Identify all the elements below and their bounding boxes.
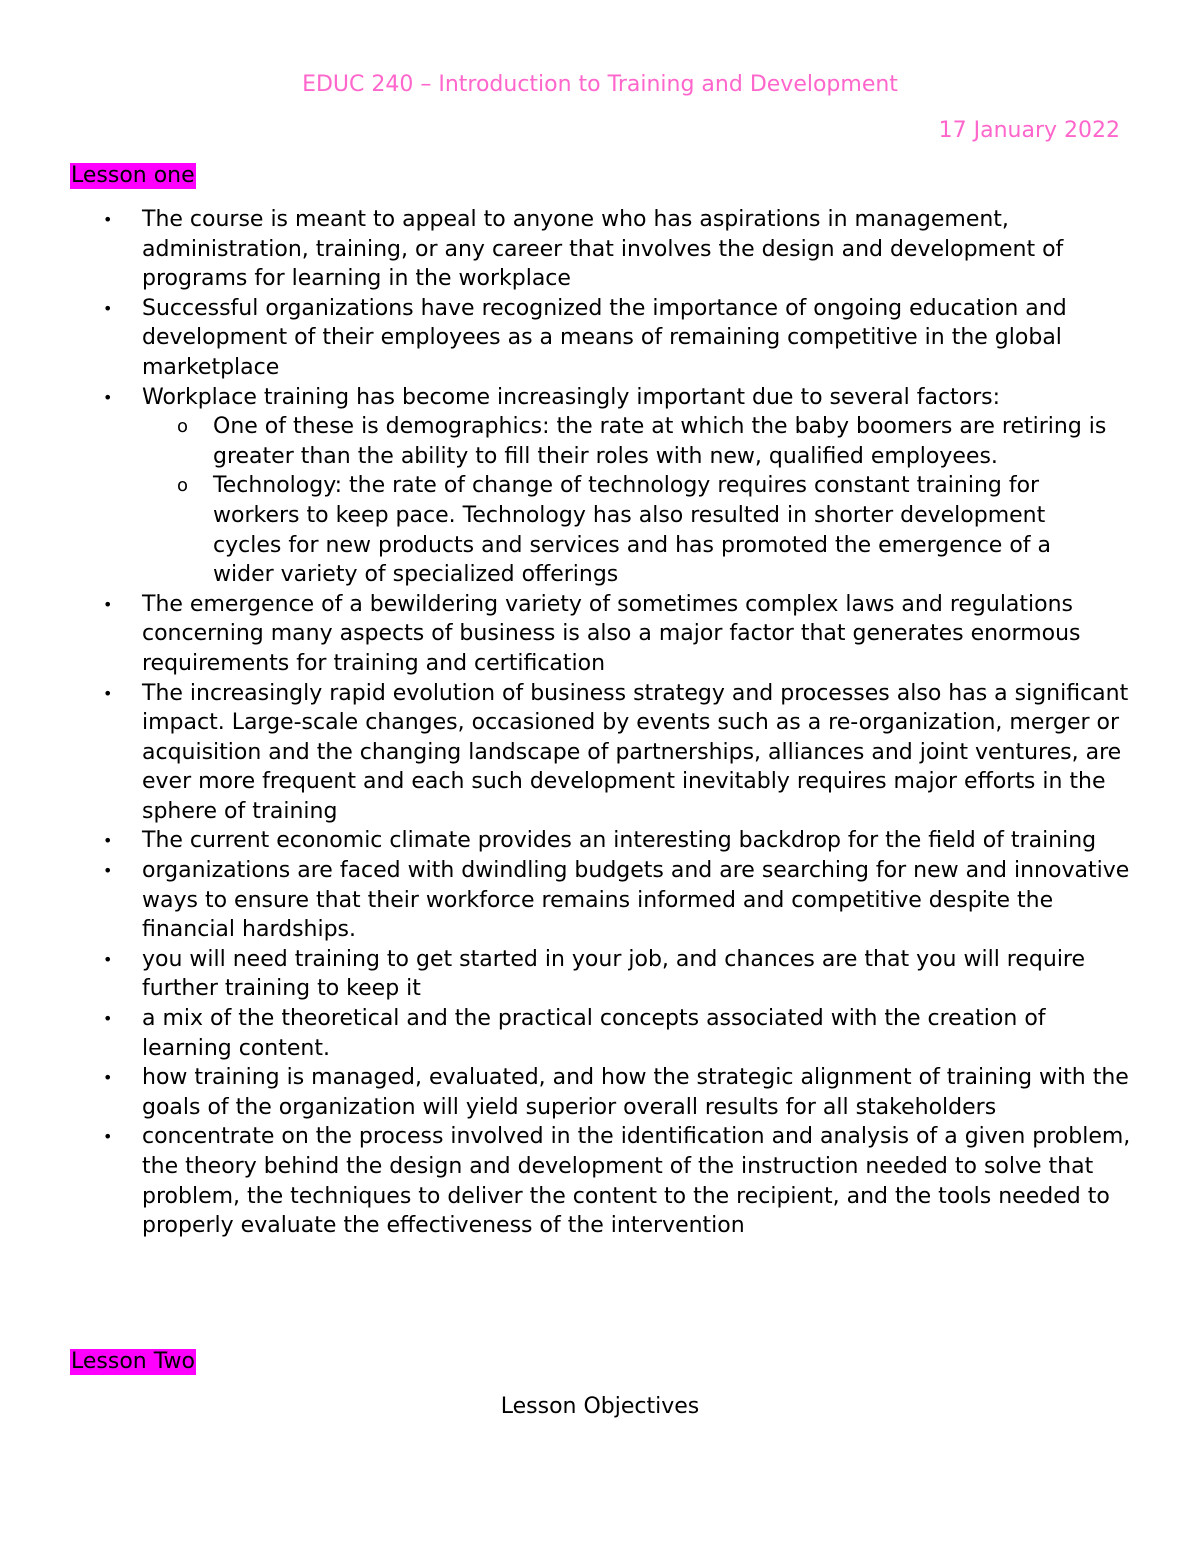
bullet-text: Workplace training has become increasingly important due to several factors: [142, 384, 1001, 410]
bullet-item [0, 856, 1200, 945]
bullet-text: a mix of the theoretical and the practical concepts associated with the creation of learning content. [142, 1006, 1046, 1061]
bullet-item [0, 679, 1200, 827]
bullet-text: The emergence of a bewildering variety of sometimes complex laws and regulations concerning many aspects of business is also a major factor that generates enormous requirements for training and certification [142, 591, 1081, 676]
sub-bullet-item [142, 471, 1134, 589]
bullet-item [0, 1004, 1200, 1063]
sub-bullet-item [142, 412, 1134, 471]
bullet-item [0, 1122, 1200, 1240]
bullet-icon: • [103, 1009, 113, 1029]
circle-bullet-icon: o [177, 475, 189, 497]
sub-bullet-list [142, 412, 1134, 590]
circle-bullet-icon: o [177, 416, 189, 438]
bullet-item [0, 383, 1200, 590]
bullet-icon: • [103, 831, 113, 851]
document-title: EDUC 240 – Introduction to Training and Development [302, 72, 898, 97]
bullet-icon: • [103, 683, 113, 703]
bullet-text: organizations are faced with dwindling budgets and are searching for new and innovative ways to ensure that their workforce remains informed and competitive despite the financial hardships. [142, 858, 1130, 943]
bullet-item [0, 1063, 1200, 1122]
lesson-objectives-heading: Lesson Objectives [500, 1394, 700, 1419]
bullet-icon: • [103, 594, 113, 614]
bullet-item [0, 590, 1200, 679]
bullet-item [0, 826, 1200, 856]
sub-bullet-text: Technology: the rate of change of technology requires constant training for workers to keep pace. Technology has also resulted in shorter development cycles for new products and services and has promoted the emergence of a wider variety of specialized offerings [213, 473, 1051, 588]
lesson-one-bullet-list [0, 205, 1200, 1241]
bullet-icon: • [103, 949, 113, 969]
bullet-text: concentrate on the process involved in the identification and analysis of a given problem, the theory behind the design and development of the instruction needed to solve that problem, the techniques to deliver the content to the recipient, and the tools needed to properly evaluate the effectiveness of the intervention [142, 1124, 1131, 1239]
bullet-icon: • [103, 1068, 113, 1088]
sub-bullet-text: One of these is demographics: the rate at which the baby boomers are retiring is greater than the ability to fill their roles with new, qualified employees. [213, 414, 1107, 469]
bullet-icon: • [103, 210, 113, 229]
bullet-text: The course is meant to appeal to anyone who has aspirations in management, administration, training, or any career that involves the design and development of programs for learning in the workplace [142, 207, 1064, 292]
bullet-item [0, 205, 1200, 294]
lesson-one-heading: Lesson one [71, 163, 195, 188]
bullet-item [0, 294, 1200, 383]
bullet-text: The increasingly rapid evolution of business strategy and processes also has a significant impact. Large-scale changes, occasioned by events such as a re-organization, merger or acquisition and the changing landscape of partnerships, alliances and joint ventures, are ever more frequent and each such development inevitably requires major efforts in the sphere of training [142, 680, 1129, 824]
bullet-icon: • [103, 298, 113, 318]
bullet-text: you will need training to get started in your job, and chances are that you will require further training to keep it [142, 946, 1086, 1002]
bullet-text: how training is managed, evaluated, and how the strategic alignment of training with the goals of the organization will yield superior overall results for all stakeholders [142, 1065, 1129, 1120]
bullet-item [0, 945, 1200, 1004]
document-date: 17 January 2022 [938, 118, 1120, 143]
bullet-icon: • [103, 387, 113, 407]
bullet-icon: • [103, 1127, 113, 1147]
bullet-text: The current economic climate provides an interesting backdrop for the field of training [142, 828, 1097, 854]
bullet-text: Successful organizations have recognized the importance of ongoing education and development of their employees as a means of remaining competitive in the global marketplace [142, 295, 1067, 380]
lesson-two-heading: Lesson Two [71, 1349, 195, 1374]
bullet-icon: • [103, 861, 113, 881]
